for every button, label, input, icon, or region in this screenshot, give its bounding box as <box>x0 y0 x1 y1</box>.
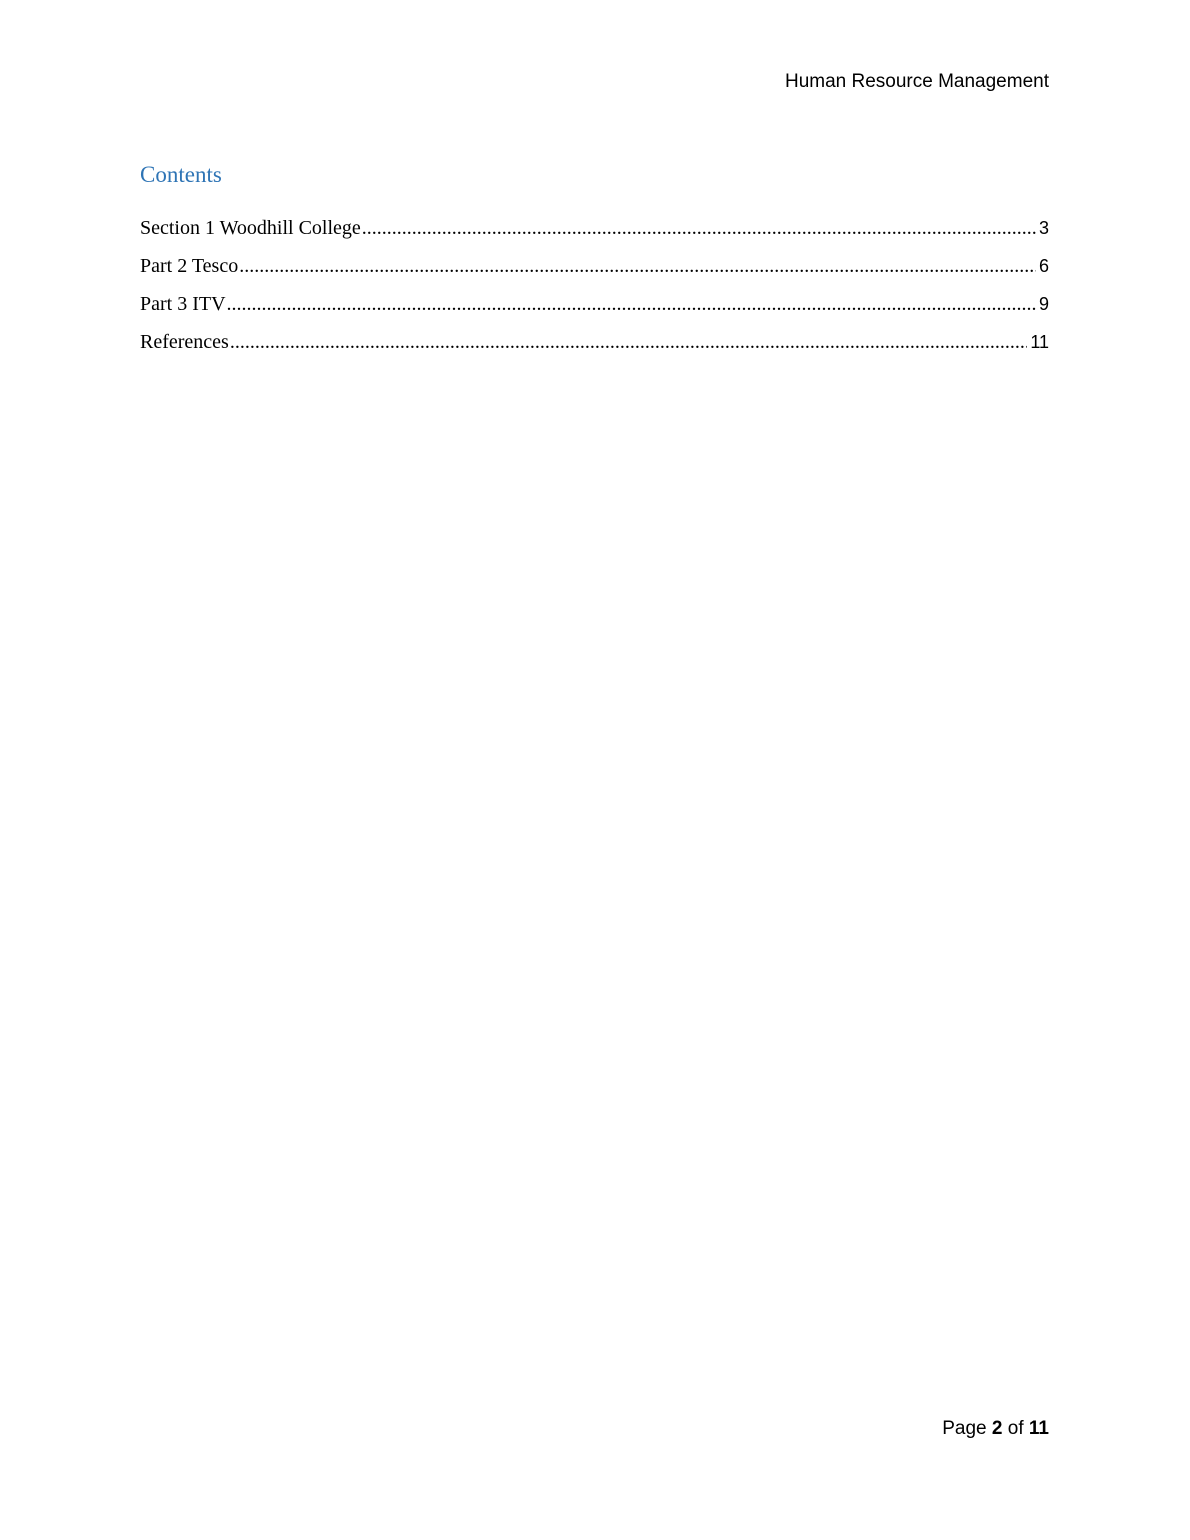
toc-heading: Contents <box>140 162 222 187</box>
toc-entry-title: Part 3 ITV <box>140 293 226 315</box>
page-word: Page <box>942 1418 987 1439</box>
toc-entry[interactable] <box>140 255 1049 293</box>
toc-dot-leader <box>227 293 1036 316</box>
toc-dot-leader <box>239 255 1036 278</box>
toc-entry-page: 6 <box>1038 256 1049 276</box>
table-of-contents <box>140 217 1049 369</box>
toc-entry-title: Part 2 Tesco <box>140 255 239 277</box>
total-pages-number: 11 <box>1028 1418 1049 1439</box>
of-word: of <box>1007 1418 1024 1439</box>
page-footer <box>942 1418 1049 1440</box>
toc-entry[interactable] <box>140 331 1049 369</box>
toc-entry[interactable] <box>140 293 1049 331</box>
current-page-number: 2 <box>991 1418 1003 1439</box>
toc-entry-title: References <box>140 331 229 353</box>
toc-entry-title: Section 1 Woodhill College <box>140 217 361 239</box>
toc-entry[interactable] <box>140 217 1049 255</box>
toc-entry-page: 3 <box>1038 218 1049 238</box>
page-header: Human Resource Management <box>784 71 1049 92</box>
toc-entry-page: 11 <box>1030 332 1049 352</box>
toc-dot-leader <box>362 217 1036 240</box>
toc-dot-leader <box>230 331 1027 354</box>
toc-entry-page: 9 <box>1038 294 1049 314</box>
